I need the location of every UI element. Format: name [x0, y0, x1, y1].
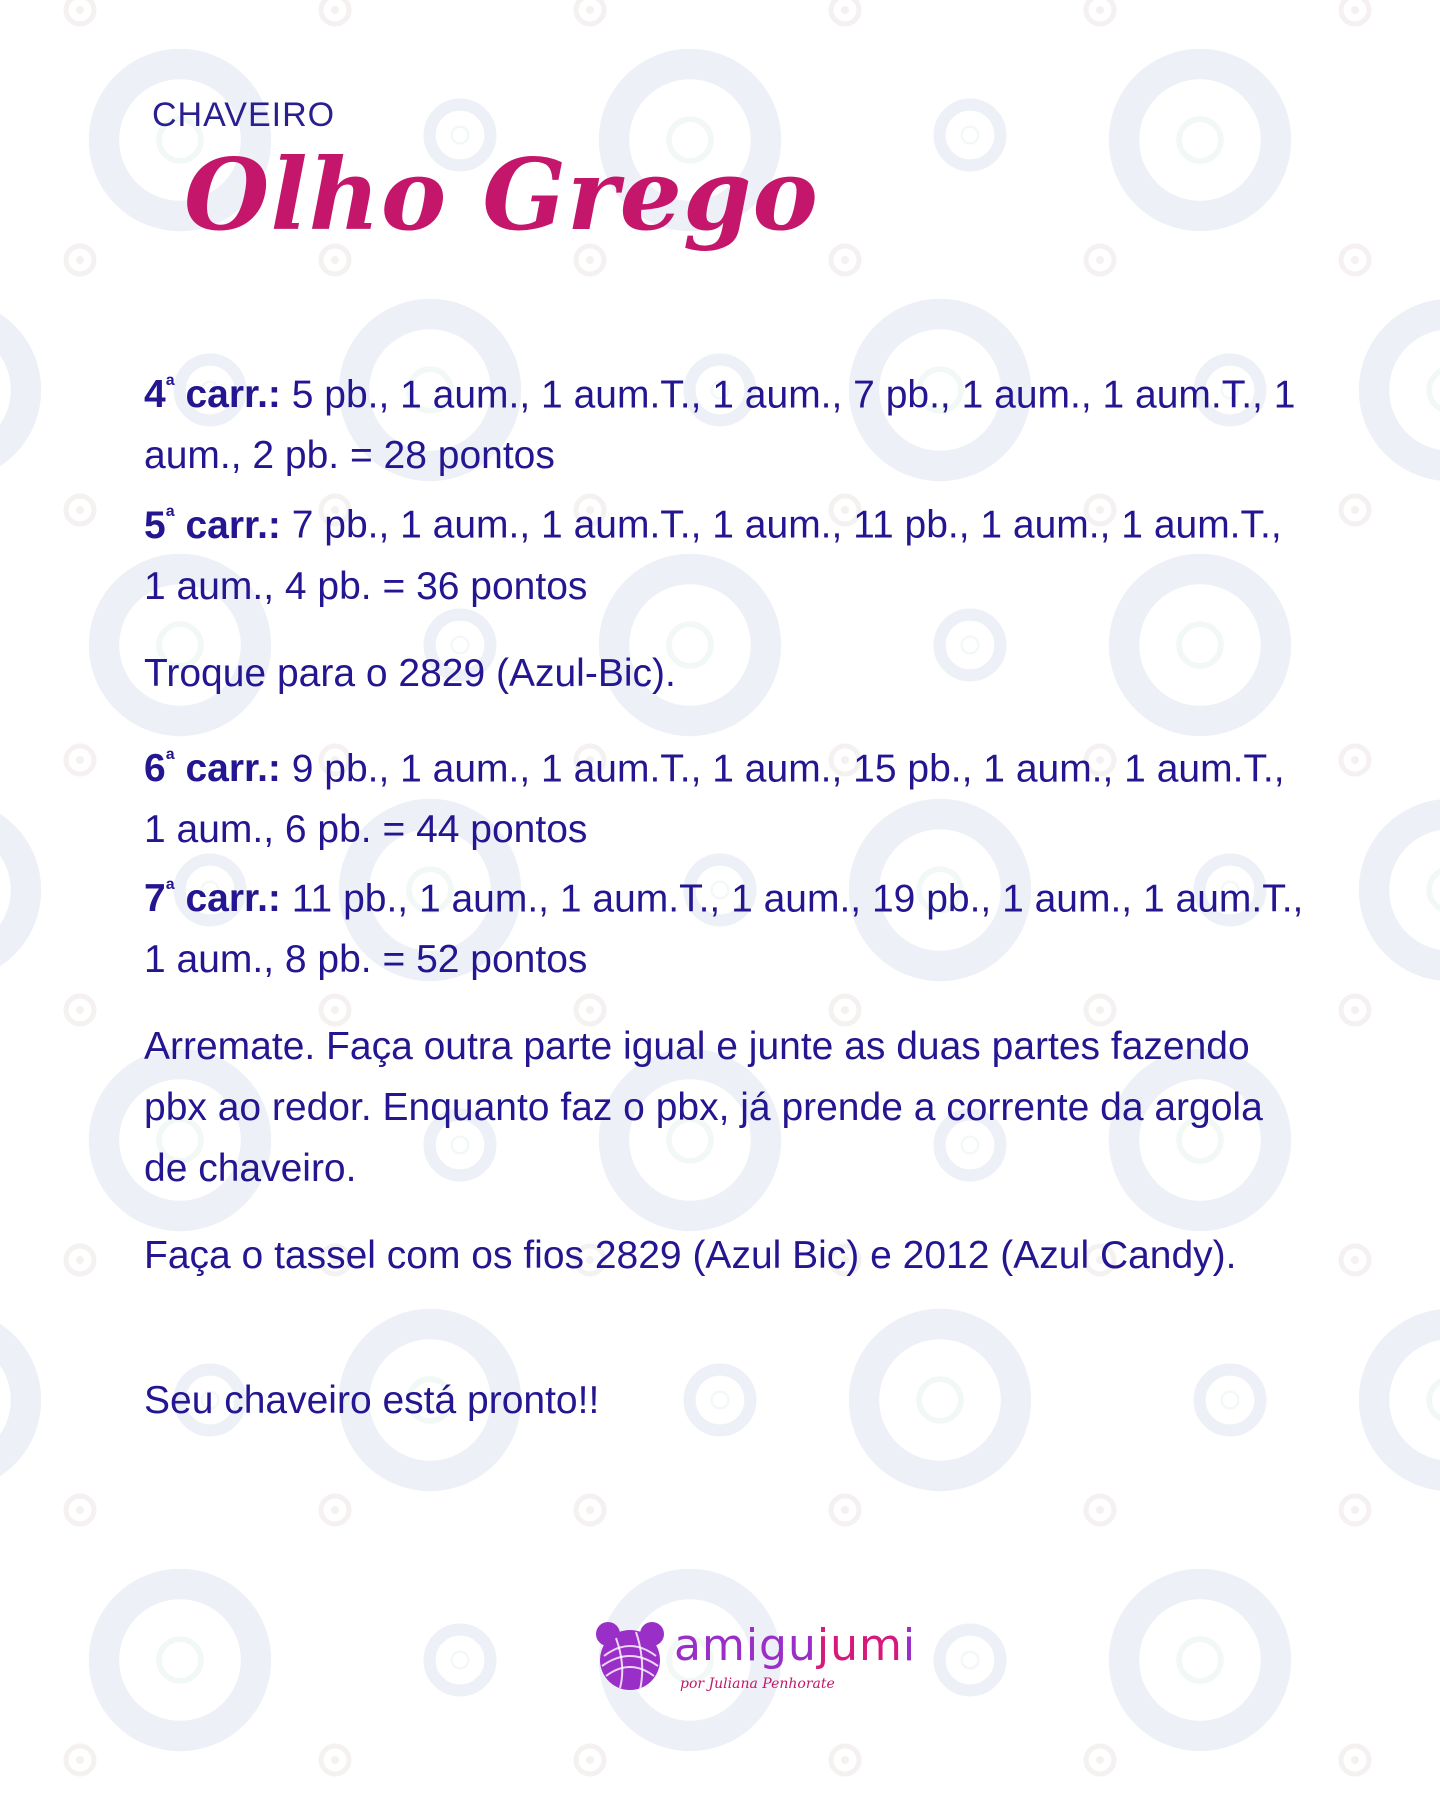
round-text: 7 pb., 1 aum., 1 aum.T., 1 aum., 11 pb., 1 aum., 1 aum.T., 1 aum., 4 pb. = 36 pontos	[144, 503, 1282, 608]
round-6	[144, 730, 1304, 860]
yarn-ball-icon	[590, 1616, 670, 1694]
round-text: 11 pb., 1 aum., 1 aum.T., 1 aum., 19 pb., 1 aum., 1 aum.T., 1 aum., 8 pb. = 52 pontos	[144, 877, 1304, 982]
tassel-note: Faça o tassel com os fios 2829 (Azul Bic) e 2012 (Azul Candy).	[144, 1234, 1237, 1278]
logo-byline: por Juliana Penhorate	[680, 1676, 835, 1692]
round-5	[144, 486, 1304, 616]
done-note: Seu chaveiro está pronto!!	[144, 1379, 600, 1423]
finish-note: Arremate. Faça outra parte igual e junte as duas partes fazendo pbx ao redor. Enquanto faz o pbx, já prende a corrente da argola de chaveiro.	[144, 1025, 1263, 1191]
round-text: 5 pb., 1 aum., 1 aum.T., 1 aum., 7 pb., 1 aum., 1 aum.T., 1 aum., 2 pb. = 28 pontos	[144, 373, 1296, 478]
round-4	[144, 356, 1304, 486]
instructions	[144, 356, 1304, 1457]
round-label: $6^ª$ carr.:	[144, 746, 281, 790]
round-text: 9 pb., 1 aum., 1 aum.T., 1 aum., 15 pb., 1 aum., 1 aum.T., 1 aum., 6 pb. = 44 pontos	[144, 746, 1285, 851]
eyebrow-label: CHAVEIRO	[152, 96, 336, 134]
round-7	[144, 860, 1304, 990]
round-label: $4^ª$ carr.:	[144, 373, 281, 417]
round-label: $7^ª$ carr.:	[144, 876, 281, 921]
change-color-note: Troque para o 2829 (Azul-Bic).	[144, 651, 676, 695]
page-title: Olho Grego	[184, 138, 819, 253]
logo-wordmark: amigujumi	[674, 1620, 917, 1671]
amigujumi-logo	[590, 1616, 917, 1696]
round-label: $5^ª$ carr.:	[144, 503, 281, 547]
